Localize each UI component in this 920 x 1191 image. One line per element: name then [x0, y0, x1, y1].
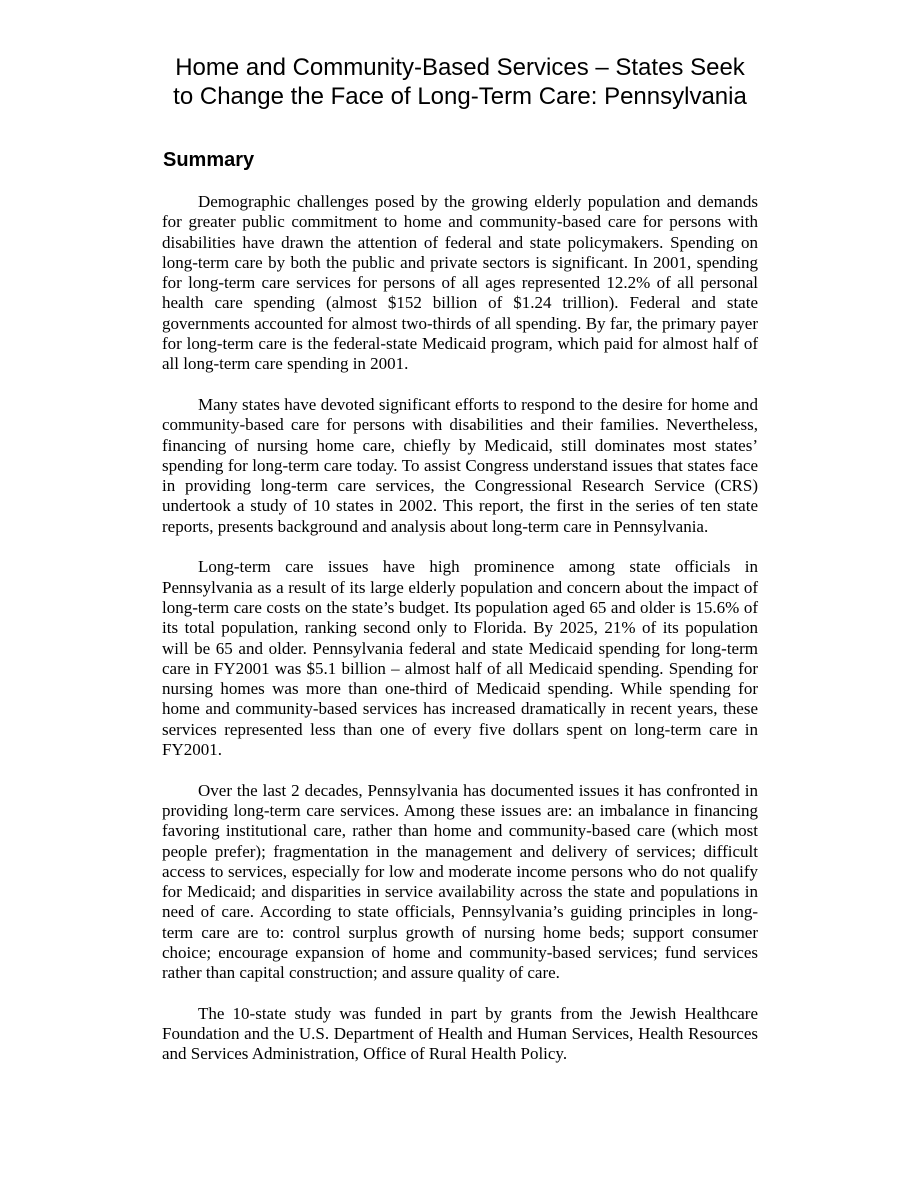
paragraph: Long-term care issues have high prominence among state officials in Pennsylvania as a result of its large elderly population and concern about the impact of long-term care costs on the state’s budget. Its population aged 65 and older is 15.6% of its total population, ranking second only to Florida. By 2025, 21% of its population will be 65 and older. Pennsylvania federal and state Medicaid spending for long-term care in FY2001 was $5.1 billion – almost half of all Medicaid spending. Spending for nursing homes was more than one-third of Medicaid spending. While spending for home and community-based services has increased dramatically in recent years, these services represented less than one of every five dollars spent on long-term care in FY2001. [162, 557, 758, 760]
document-title [120, 53, 800, 111]
paragraph: The 10-state study was funded in part by grants from the Jewish Healthcare Foundation and the U.S. Department of Health and Human Services, Health Resources and Services Administration, Office of Rural Health Policy. [162, 1003, 758, 1064]
paragraph: Over the last 2 decades, Pennsylvania has documented issues it has confronted in providing long-term care services. Among these issues are: an imbalance in financing favoring institutional care, rather than home and community-based care (which most people prefer); fragmentation in the management and delivery of services; difficult access to services, especially for low and moderate income persons who do not qualify for Medicaid; and disparities in service availability across the state and populations in need of care. According to state officials, Pennsylvania’s guiding principles in long-term care are to: control surplus growth of nursing home beds; support consumer choice; encourage expansion of home and community-based services; fund services rather than capital construction; and assure quality of care. [162, 780, 758, 983]
paragraph: Demographic challenges posed by the growing elderly population and demands for greater public commitment to home and community-based care for persons with disabilities have drawn the attention of federal and state policymakers. Spending on long-term care by both the public and private sectors is significant. In 2001, spending for long-term care services for persons of all ages represented 12.2% of all personal health care spending (almost $152 billion of $1.24 trillion). Federal and state governments accounted for almost two-thirds of all spending. By far, the primary payer for long-term care is the federal-state Medicaid program, which paid for almost half of all long-term care spending in 2001. [162, 192, 758, 374]
section-heading-summary: Summary [163, 149, 255, 171]
title-line-1: Home and Community-Based Services – States Seek [175, 54, 745, 81]
summary-body [162, 192, 758, 1085]
title-line-2: to Change the Face of Long-Term Care: Pennsylvania [173, 83, 747, 110]
paragraph: Many states have devoted significant efforts to respond to the desire for home and community-based care for persons with disabilities and their families. Nevertheless, financing of nursing home care, chiefly by Medicaid, still dominates most states’ spending for long-term care today. To assist Congress understand issues that states face in providing long-term care services, the Congressional Research Service (CRS) undertook a study of 10 states in 2002. This report, the first in the series of ten state reports, presents background and analysis about long-term care in Pennsylvania. [162, 394, 758, 536]
